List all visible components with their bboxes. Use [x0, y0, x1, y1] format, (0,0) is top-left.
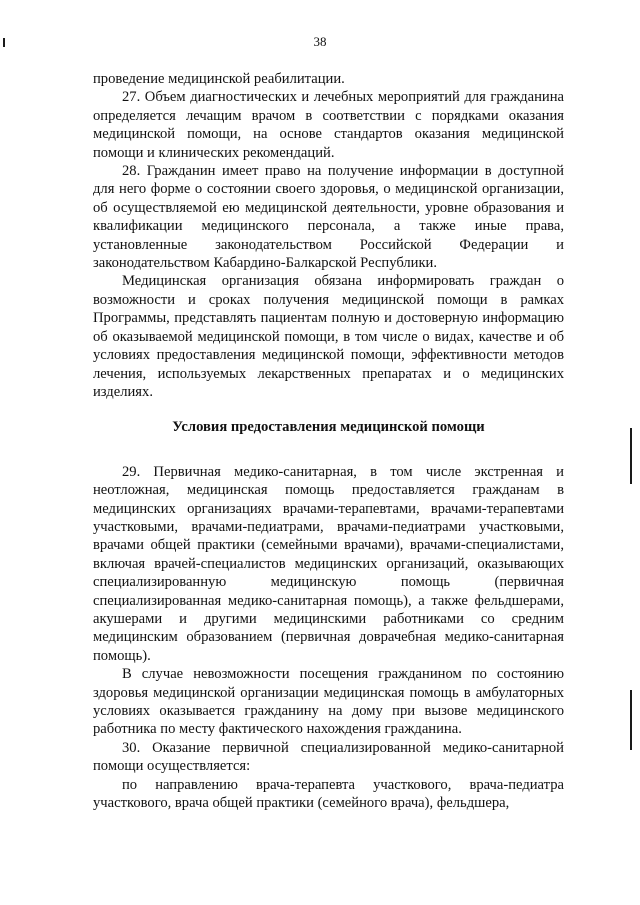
- paragraph-28: 28. Гражданин имеет право на получение информации в доступной для него форме о состоянии своего здоровья, о медицинской организации, об осуществляемой ею медицинской деятельности, уровне образования и квалификации медицинского персонала, а также иные права, установленные законодательством Российской Федерации и законодательством Кабардино-Балкарской Республики.: [93, 163, 564, 272]
- section-heading: Условия предоставления медицинской помощи: [172, 419, 485, 436]
- paragraph-27: 27. Объем диагностических и лечебных мероприятий для гражданина определяется лечащим врачом в соответствии с порядками оказания медицинской помощи, на основе стандартов оказания медицинской помощи и клинических рекомендаций.: [93, 89, 564, 161]
- right-margin-mark-lower: [630, 690, 632, 750]
- paragraph-rehab-continuation: проведение медицинской реабилитации.: [93, 71, 345, 87]
- paragraph-home-care: В случае невозможности посещения гражданином по состоянию здоровья медицинской организации медицинская помощь в амбулаторных условиях оказывается гражданину на дому при вызове медицинского работника по месту фактического нахождения гражданина.: [93, 666, 564, 738]
- paragraph-30: 30. Оказание первичной специализированной медико-санитарной помощи осуществляется:: [93, 739, 564, 775]
- page-number: 38: [313, 34, 327, 49]
- document-body: [93, 70, 564, 812]
- right-margin-mark-upper: [630, 428, 632, 484]
- paragraph-org-obligations: Медицинская организация обязана информировать граждан о возможности и сроках получения медицинской помощи в рамках Программы, представлять пациентам полную и достоверную информацию об оказываемой медицинской помощи, в том числе о видах, качестве и об условиях предоставления медицинской помощи, эффективности методов лечения, используемых лекарственных препаратах и о медицинских изделиях.: [93, 273, 564, 400]
- paragraph-referral: по направлению врача-терапевта участкового, врача-педиатра участкового, врача общей практики (семейного врача), фельдшера,: [93, 776, 564, 812]
- left-margin-mark: [3, 38, 5, 47]
- paragraph-29: 29. Первичная медико-санитарная, в том числе экстренная и неотложная, медицинская помощь предоставляется гражданам в медицинских организациях врачами-терапевтами, врачами-терапевтами участковыми, врачами-педиатрами, врачами-педиатрами участковыми, врачами общей практики (семейными врачами), врачами-специалистами, включая врачей-специалистов медицинских организаций, оказывающих специализированную медицинскую помощь (первичная специализированная медико-санитарная помощь), а также фельдшерами, акушерами и другими медицинскими работниками со средним медицинским образованием (первичная доврачебная медико-санитарная помощь).: [93, 463, 564, 664]
